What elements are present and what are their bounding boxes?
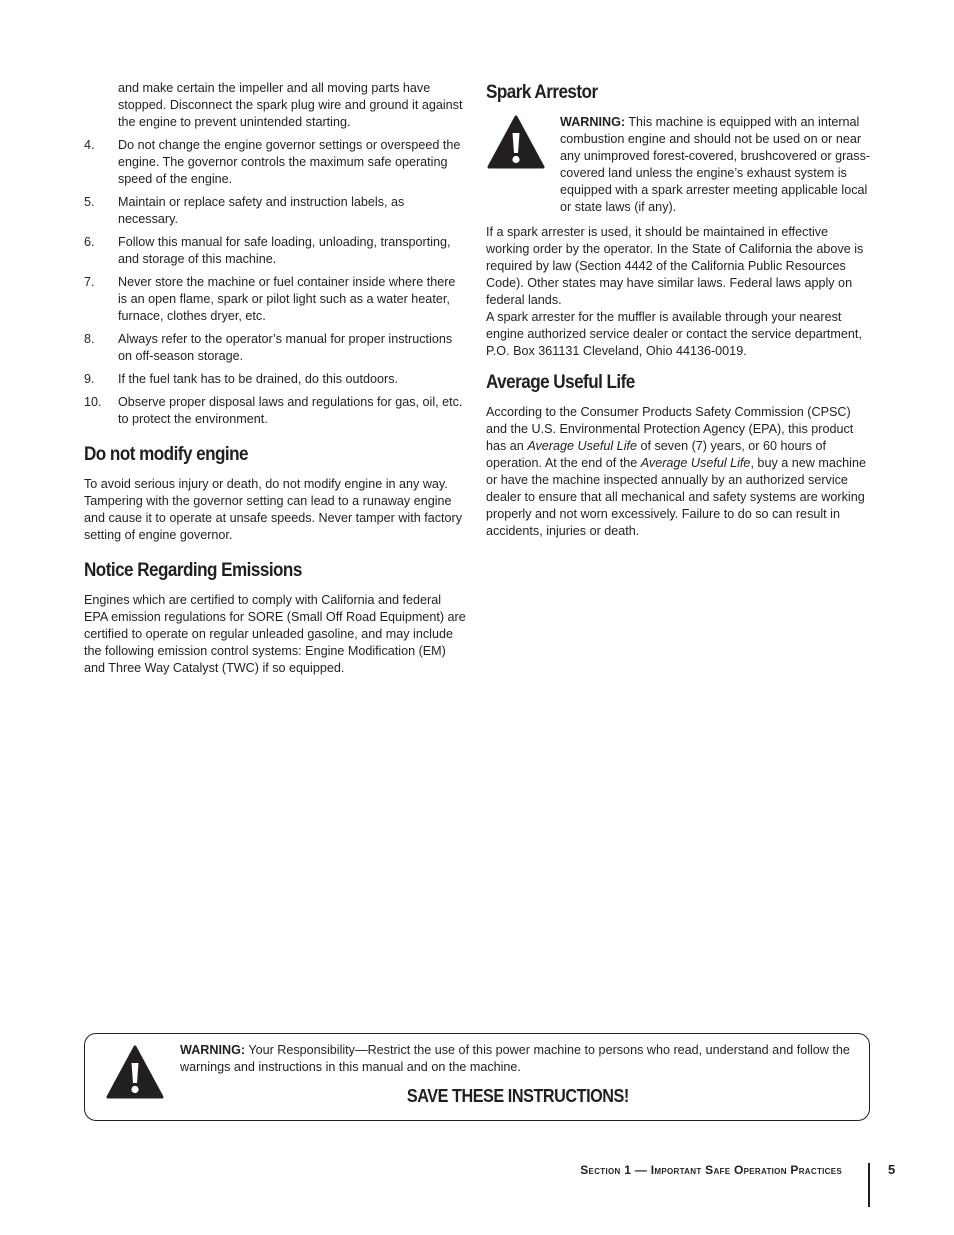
spark-paragraph-2: A spark arrester for the muffler is available through your nearest engine authorized service dealer or contact the service department, P.O. Box 361131 Cleveland, Ohio 44136-0019. — [486, 310, 862, 358]
warning-label: WARNING: — [180, 1043, 246, 1057]
left-column — [84, 80, 466, 677]
footer-divider — [868, 1163, 870, 1207]
list-item-number: 4. — [84, 138, 95, 152]
responsibility-warning-body: Your Responsibility—Restrict the use of this power machine to persons who read, understand and follow the warnings and instructions in this manual and on the machine. — [180, 1043, 850, 1074]
list-item-number: 5. — [84, 195, 95, 209]
footer-section-title: Section 1 — Important Safe Operation Practices — [580, 1163, 842, 1177]
modify-engine-heading: Do not modify engine — [84, 444, 248, 465]
list-item — [84, 234, 466, 268]
list-item-number: 7. — [84, 275, 95, 289]
list-item-number: 8. — [84, 332, 95, 346]
list-item-number: 9. — [84, 372, 95, 386]
page-number: 5 — [888, 1162, 896, 1177]
spark-warning — [486, 114, 874, 216]
useful-life-term: Average Useful Life — [527, 439, 637, 453]
responsibility-warning-text — [180, 1042, 850, 1076]
list-item-number: 10. — [84, 395, 102, 409]
spark-arrestor-heading: Spark Arrestor — [486, 82, 598, 103]
list-item-text: If the fuel tank has to be drained, do this outdoors. — [118, 372, 399, 386]
list-item-text: Do not change the engine governor settings or overspeed the engine. The governor controls the maximum safe operating speed of the engine. — [118, 138, 461, 186]
save-instructions-text: SAVE THESE INSTRUCTIONS! — [406, 1086, 629, 1106]
modify-engine-body: To avoid serious injury or death, do not modify engine in any way. Tampering with the governor setting can lead to a runaway engine and cause it to operate at unsafe speeds. Never tamper with factory setting of engine governor. — [84, 477, 463, 542]
useful-life-body — [486, 404, 874, 540]
right-column — [486, 80, 874, 540]
safety-list — [84, 137, 466, 428]
list-item-text: Observe proper disposal laws and regulations for gas, oil, etc. to protect the environment. — [118, 395, 463, 426]
warning-triangle-icon — [486, 114, 548, 216]
spark-warning-text — [560, 114, 874, 216]
useful-life-text: of seven (7) years, or 60 hours of operation. At the end of the — [486, 439, 826, 470]
list-item-text: Maintain or replace safety and instruction labels, as necessary. — [118, 195, 405, 226]
spark-paragraph-1: If a spark arrester is used, it should be maintained in effective working order by the operator. In the State of California the above is required by law (Section 4442 of the California Public Resources Code). Other states may have similar laws. Federal laws apply on federal lands. — [486, 225, 864, 307]
spark-warning-body: This machine is equipped with an internal combustion engine and should not be used on or near any unimproved forest-covered, brushcovered or grass-covered land unless the engine’s exhaust system is equipped with a spark arrester meeting applicable local or state laws (if any). — [560, 115, 871, 214]
list-item-text: Follow this manual for safe loading, unloading, transporting, and storage of this machine. — [118, 235, 451, 266]
list-item — [84, 371, 466, 388]
useful-life-text: According to the Consumer Products Safety Commission (CPSC) and the U.S. Environmental Protection Agency (EPA), this product has an — [486, 405, 854, 453]
list-item — [84, 394, 466, 428]
list-item-number: 6. — [84, 235, 95, 249]
warning-label: WARNING: — [560, 115, 626, 129]
list-continuation: and make certain the impeller and all moving parts have stopped. Disconnect the spark plug wire and ground it against the engine to prevent unintended starting. — [118, 81, 463, 129]
list-item — [84, 274, 466, 325]
emissions-heading: Notice Regarding Emissions — [84, 560, 302, 581]
useful-life-text: , buy a new machine or have the machine inspected annually by an authorized service dealer to ensure that all mechanical and safety systems are working properly and not worn excessively. Failure to do so can result in accidents, injuries or death. — [486, 456, 866, 538]
emissions-body: Engines which are certified to comply with California and federal EPA emission regulations for SORE (Small Off Road Equipment) are certified to operate on regular unleaded gasoline, and may include the following emission control systems: Engine Modification (EM) and Three Way Catalyst (TWC) if so equipped. — [84, 593, 466, 675]
list-item-text: Always refer to the operator’s manual for proper instructions on off-season storage. — [118, 332, 453, 363]
useful-life-heading: Average Useful Life — [486, 372, 635, 393]
list-item — [84, 137, 466, 188]
responsibility-warning-box — [84, 1033, 870, 1121]
save-instructions-heading — [85, 1086, 869, 1107]
list-item-text: Never store the machine or fuel container inside where there is an open flame, spark or pilot light such as a water heater, furnace, clothes dryer, etc. — [118, 275, 456, 323]
list-item — [84, 331, 466, 365]
useful-life-term: Average Useful Life — [640, 456, 751, 470]
list-item — [84, 194, 466, 228]
